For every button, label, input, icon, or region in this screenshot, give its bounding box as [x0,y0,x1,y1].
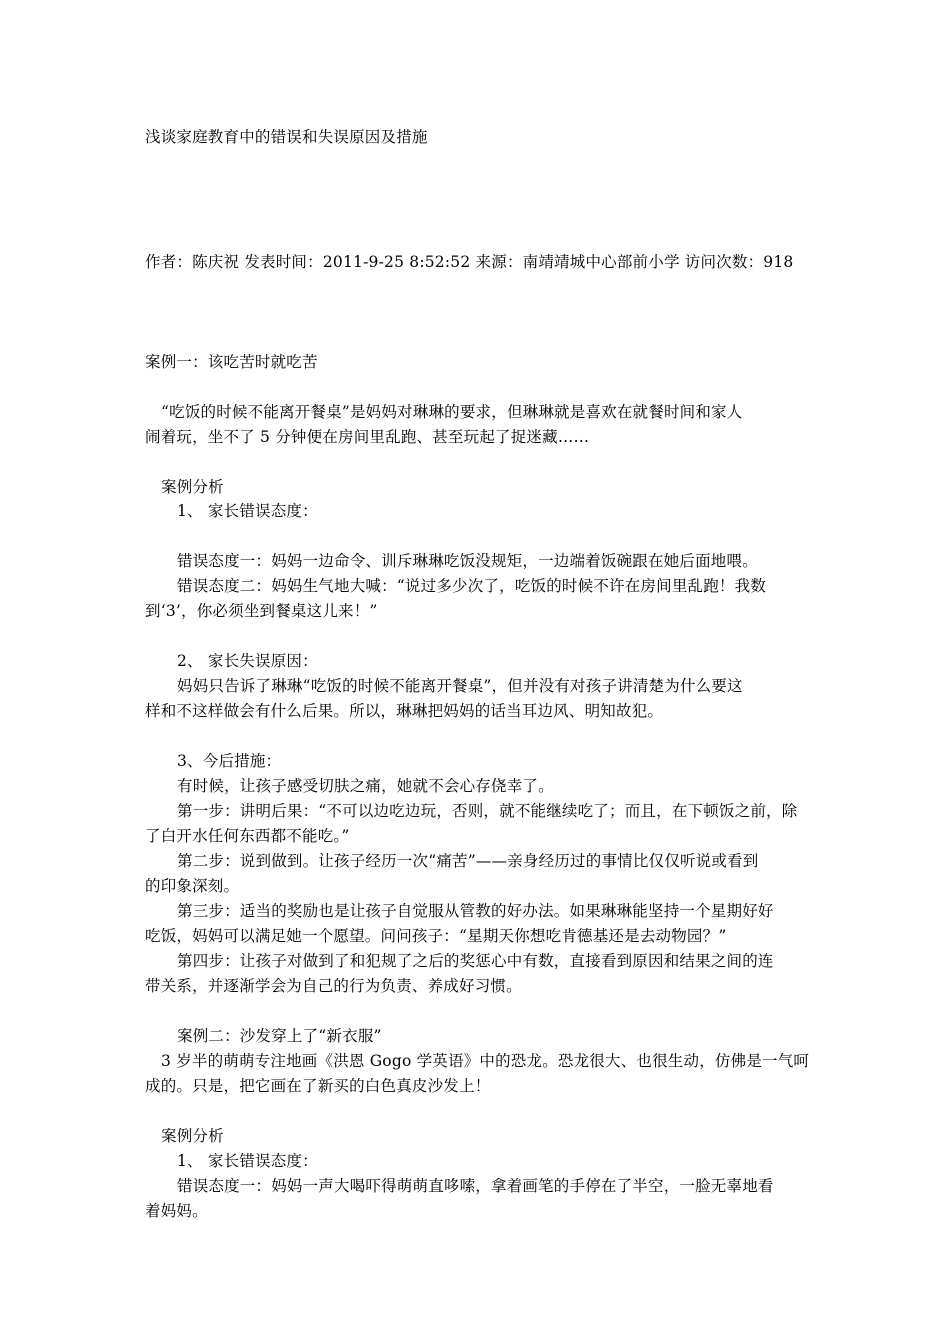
document-title: 浅谈家庭教育中的错误和失误原因及措施 [145,128,428,146]
case1-wrong-attitude-heading: 1、 家长错误态度： [177,502,318,520]
case1-step3-line: 第三步：适当的奖励也是让孩子自觉服从管教的好办法。如果琳琳能坚持一个星期好好 [177,902,774,920]
case1-measures-intro: 有时候，让孩子感受切肤之痛，她就不会心存侥幸了。 [177,777,554,795]
case2-story-line: 成的。只是，把它画在了新买的白色真皮沙发上！ [145,1077,491,1095]
case1-measures-heading: 3、今后措施： [177,752,282,770]
case1-analysis-label: 案例分析 [161,478,224,496]
case1-heading: 案例一：该吃苦时就吃苦 [145,353,318,371]
case1-story-line: 闹着玩，坐不了 5 分钟便在房间里乱跑、甚至玩起了捉迷藏…… [145,428,590,446]
case2-wrong-attitude-1-line: 错误态度一：妈妈一声大喝吓得萌萌直哆嗦，拿着画笔的手停在了半空，一脸无辜地看 [177,1177,774,1195]
case2-heading: 案例二：沙发穿上了“新衣服” [177,1027,382,1045]
case2-story-line: 3 岁半的萌萌专注地画《洪恩 Gogo 学英语》中的恐龙。恐龙很大、也很生动，仿佛是一气呵 [161,1052,810,1070]
case2-wrong-attitude-1-line: 着妈妈。 [145,1202,208,1220]
document-meta: 作者：陈庆祝 发表时间：2011-9-25 8:52:52 来源：南靖靖城中心部前小学 访问次数：918 [145,253,794,271]
case1-wrong-attitude-2-line: 错误态度二：妈妈生气地大喊：“说过多少次了，吃饭的时候不许在房间里乱跑！我数 [177,577,767,595]
case1-step4-line: 带关系，并逐渐学会为自己的行为负责、养成好习惯。 [145,977,522,995]
case1-step1-line: 第一步：讲明后果：“不可以边吃边玩，否则，就不能继续吃了；而且，在下顿饭之前，除 [177,802,798,820]
case1-step2-line: 的印象深刻。 [145,877,240,895]
case1-cause-line: 妈妈只告诉了琳琳“吃饭的时候不能离开餐桌”，但并没有对孩子讲清楚为什么要这 [177,677,743,695]
case2-analysis-label: 案例分析 [161,1127,224,1145]
case1-step2-line: 第二步：说到做到。让孩子经历一次“痛苦”——亲身经历过的事情比仅仅听说或看到 [177,852,759,870]
case1-cause-heading: 2、 家长失误原因： [177,652,318,670]
case1-story-line: “吃饭的时候不能离开餐桌”是妈妈对琳琳的要求，但琳琳就是喜欢在就餐时间和家人 [161,403,743,421]
case1-step4-line: 第四步：让孩子对做到了和犯规了之后的奖惩心中有数，直接看到原因和结果之间的连 [177,952,774,970]
case1-step1-line: 了白开水任何东西都不能吃。” [145,827,350,845]
case1-step3-line: 吃饭，妈妈可以满足她一个愿望。问问孩子：“星期天你想吃肯德基还是去动物园？” [145,927,727,945]
case1-wrong-attitude-1: 错误态度一：妈妈一边命令、训斥琳琳吃饭没规矩，一边端着饭碗跟在她后面地喂。 [177,552,758,570]
case2-wrong-attitude-heading: 1、 家长错误态度： [177,1152,318,1170]
case1-cause-line: 样和不这样做会有什么后果。所以，琳琳把妈妈的话当耳边风、明知故犯。 [145,702,664,720]
case1-wrong-attitude-2-line: 到‘3’，你必须坐到餐桌这儿来！” [145,602,378,620]
